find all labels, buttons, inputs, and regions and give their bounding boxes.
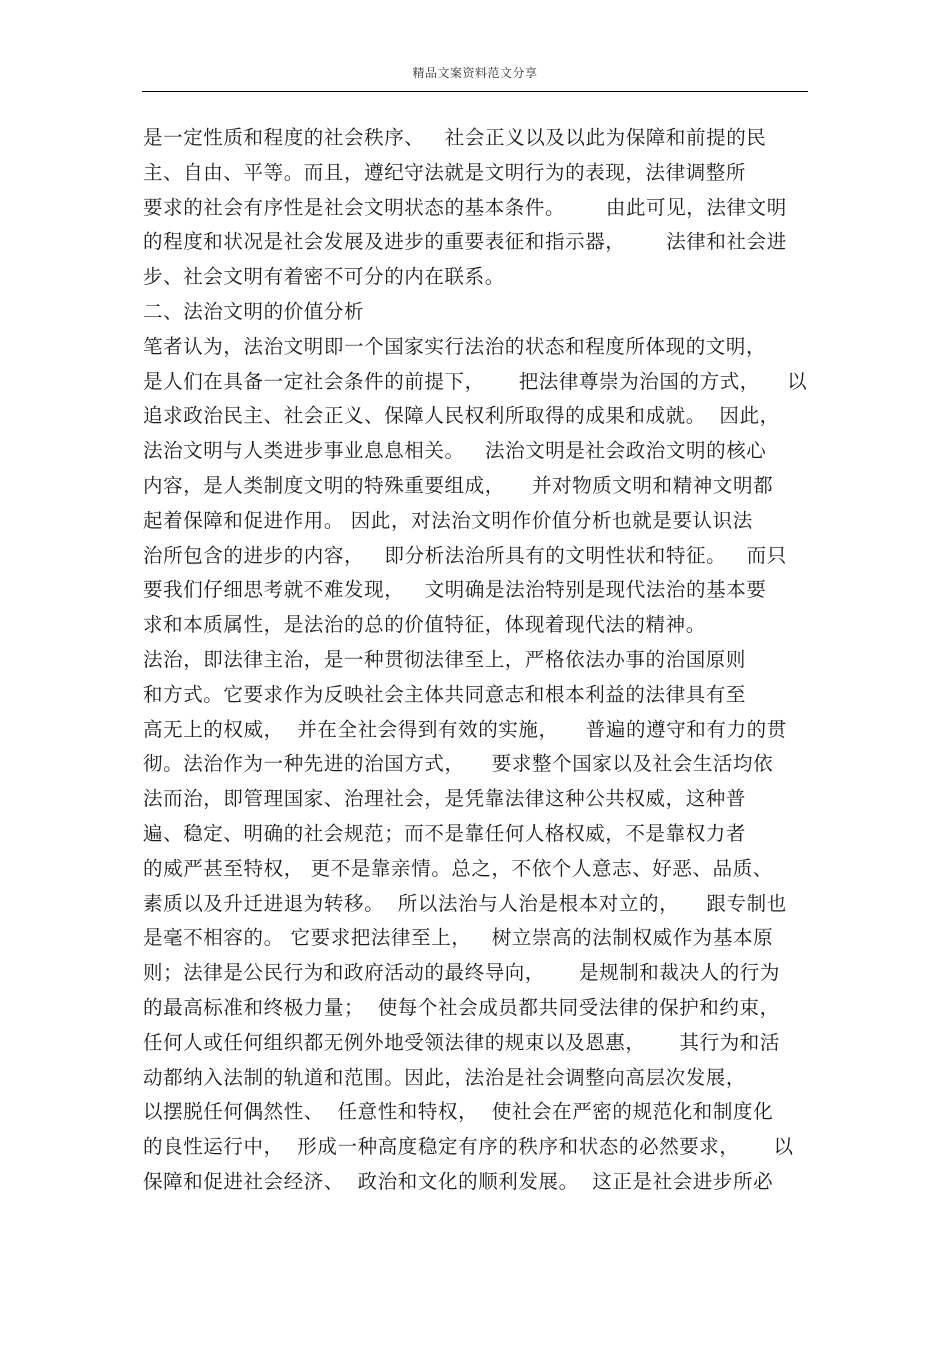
section-heading: 二、法治文明的价值分析	[143, 299, 365, 323]
text-line: 是一定性质和程度的社会秩序、 社会正义以及以此为保障和前提的民	[143, 126, 767, 149]
document-body	[143, 121, 823, 1200]
text-line: 动都纳入法制的轨道和范围。因此，法治是社会调整向高层次发展，	[143, 1065, 747, 1089]
text-line: 笔者认为，法治文明即一个国家实行法治的状态和程度所体现的文明，	[143, 334, 767, 358]
text-line: 素质以及升迁进退为转移。 所以法治与人治是根本对立的， 跟专制也	[143, 891, 787, 915]
text-line: 治所包含的进步的内容， 即分析法治所具有的文明性状和特征。 而只	[143, 543, 787, 567]
text-line: 的最高标准和终极力量； 使每个社会成员都共同受法律的保护和约束，	[143, 995, 780, 1019]
text-line: 和方式。它要求作为反映社会主体共同意志和根本利益的法律具有至	[143, 682, 747, 706]
text-line: 求和本质属性，是法治的总的价值特征，体现着现代法的精神。	[143, 613, 706, 637]
text-line: 要求的社会有序性是社会文明状态的基本条件。 由此可见，法律文明	[143, 195, 787, 219]
text-line: 任何人或任何组织都无例外地受领法律的规束以及恩惠， 其行为和活	[143, 1030, 780, 1054]
text-line: 起着保障和促进作用。 因此，对法治文明作价值分析也就是要认识法	[143, 508, 753, 532]
text-line: 的威严甚至特权， 更不是靠亲情。总之，不依个人意志、好恶、品质、	[143, 856, 773, 880]
text-line: 保障和促进社会经济、 政治和文化的顺利发展。 这正是社会进步所必	[143, 1169, 774, 1193]
text-line: 法治文明与人类进步事业息息相关。 法治文明是社会政治文明的核心	[143, 439, 767, 463]
text-line: 追求政治民主、社会正义、保障人民权利所取得的成果和成就。 因此，	[143, 404, 780, 428]
text-line: 是人们在具备一定社会条件的前提下， 把法律尊崇为治国的方式， 以	[143, 369, 808, 393]
page-header: 精品文案资料范文分享	[412, 66, 538, 80]
text-line: 内容，是人类制度文明的特殊重要组成， 并对物质文明和精神文明都	[143, 473, 774, 497]
text-line: 遍、稳定、明确的社会规范；而不是靠任何人格权威，不是靠权力者	[143, 821, 747, 845]
text-line: 彻。法治作为一种先进的治国方式， 要求整个国家以及社会生活均依	[143, 752, 774, 776]
text-line: 主、自由、平等。而且，遵纪守法就是文明行为的表现，法律调整所	[143, 160, 747, 184]
header-divider	[142, 91, 808, 92]
text-line: 的良性运行中， 形成一种高度稳定有序的秩序和状态的必然要求， 以	[143, 1135, 794, 1159]
text-line: 法治，即法律主治，是一种贯彻法律至上，严格依法办事的治国原则	[143, 647, 747, 671]
text-line: 则；法律是公民行为和政府活动的最终导向， 是规制和裁决人的行为	[143, 961, 780, 985]
text-line: 高无上的权威， 并在全社会得到有效的实施， 普遍的遵守和有力的贯	[143, 717, 787, 741]
text-line: 步、社会文明有着密不可分的内在联系。	[143, 265, 505, 289]
text-line: 以摆脱任何偶然性、 任意性和特权， 使社会在严密的规范化和制度化	[143, 1100, 774, 1124]
text-line: 要我们仔细思考就不难发现， 文明确是法治特别是现代法治的基本要	[143, 578, 767, 602]
text-line: 是毫不相容的。 它要求把法律至上， 树立崇高的法制权威作为基本原	[143, 926, 774, 950]
text-line: 的程度和状况是社会发展及进步的重要表征和指示器， 法律和社会进	[143, 230, 787, 254]
text-line: 法而治，即管理国家、治理社会，是凭靠法律这种公共权威，这种普	[143, 787, 747, 811]
